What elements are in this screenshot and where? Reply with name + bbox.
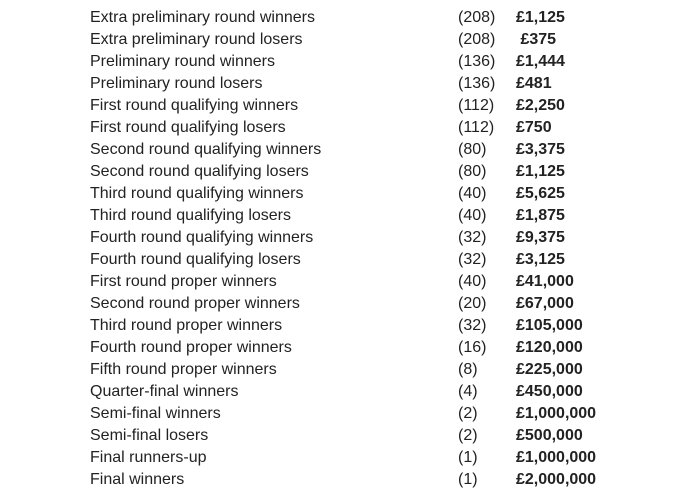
prize-amount: £9,375 <box>516 229 565 246</box>
round-label: Preliminary round winners <box>90 53 275 70</box>
prize-amount: £67,000 <box>516 295 574 312</box>
round-label: Fourth round proper winners <box>90 339 292 356</box>
team-count: (136) <box>458 53 496 70</box>
round-label: First round qualifying winners <box>90 97 299 114</box>
team-count: (2) <box>458 427 478 444</box>
team-count: (40) <box>458 185 487 202</box>
team-count: (16) <box>458 339 487 356</box>
prize-amount: £1,125 <box>516 163 565 180</box>
team-count: (80) <box>458 141 487 158</box>
round-label: Semi-final losers <box>90 427 209 444</box>
team-count: (32) <box>458 317 487 334</box>
prize-amount: £3,125 <box>516 251 565 268</box>
table-body <box>90 7 678 491</box>
prize-amount: £481 <box>516 75 552 92</box>
table-row <box>90 95 678 117</box>
prize-amount: £105,000 <box>516 317 583 334</box>
round-label: Semi-final winners <box>90 405 221 422</box>
table-row <box>90 293 678 315</box>
round-label: First round proper winners <box>90 273 277 290</box>
prize-amount: £225,000 <box>516 361 583 378</box>
prize-amount: £3,375 <box>516 141 565 158</box>
table-row <box>90 7 678 29</box>
table-row <box>90 117 678 139</box>
round-label: First round qualifying losers <box>90 119 286 136</box>
table-row <box>90 359 678 381</box>
round-label: Final winners <box>90 471 185 488</box>
round-label: Final runners-up <box>90 449 207 466</box>
team-count: (4) <box>458 383 478 400</box>
team-count: (32) <box>458 251 487 268</box>
table-row <box>90 161 678 183</box>
prize-amount: £750 <box>516 119 552 136</box>
prize-amount: £1,444 <box>516 53 565 70</box>
table-row <box>90 183 678 205</box>
team-count: (1) <box>458 449 478 466</box>
team-count: (136) <box>458 75 496 92</box>
team-count: (112) <box>458 119 495 136</box>
prize-amount: £2,000,000 <box>516 471 597 488</box>
team-count: (80) <box>458 163 487 180</box>
round-label: Quarter-final winners <box>90 383 239 400</box>
team-count: (40) <box>458 273 487 290</box>
table-row <box>90 205 678 227</box>
table-row <box>90 227 678 249</box>
prize-amount: £5,625 <box>516 185 565 202</box>
team-count: (1) <box>458 471 478 488</box>
team-count: (112) <box>458 97 495 114</box>
round-label: Fourth round qualifying winners <box>90 229 314 246</box>
round-label: Extra preliminary round losers <box>90 31 303 48</box>
prize-amount: £120,000 <box>516 339 583 356</box>
table-row <box>90 51 678 73</box>
prize-amount: £375 <box>516 31 557 48</box>
team-count: (32) <box>458 229 487 246</box>
prize-amount: £450,000 <box>516 383 583 400</box>
round-label: Fourth round qualifying losers <box>90 251 301 268</box>
team-count: (40) <box>458 207 487 224</box>
round-label: Third round qualifying losers <box>90 207 291 224</box>
team-count: (208) <box>458 31 496 48</box>
table-row <box>90 381 678 403</box>
team-count: (20) <box>458 295 487 312</box>
round-label: Third round proper winners <box>90 317 283 334</box>
table-row <box>90 29 678 51</box>
table-row <box>90 73 678 95</box>
round-label: Preliminary round losers <box>90 75 263 92</box>
prize-amount: £2,250 <box>516 97 565 114</box>
team-count: (208) <box>458 9 496 26</box>
prize-amount: £1,875 <box>516 207 565 224</box>
round-label: Second round qualifying winners <box>90 141 322 158</box>
round-label: Fifth round proper winners <box>90 361 277 378</box>
prize-amount: £1,125 <box>516 9 565 26</box>
round-label: Second round qualifying losers <box>90 163 309 180</box>
table-row <box>90 337 678 359</box>
prize-amount: £41,000 <box>516 273 574 290</box>
table-row <box>90 425 678 447</box>
table-row <box>90 315 678 337</box>
round-label: Second round proper winners <box>90 295 300 312</box>
round-label: Third round qualifying winners <box>90 185 304 202</box>
round-label: Extra preliminary round winners <box>90 9 315 26</box>
team-count: (8) <box>458 361 478 378</box>
table-row <box>90 249 678 271</box>
table-row <box>90 271 678 293</box>
table-row <box>90 403 678 425</box>
table-row <box>90 139 678 161</box>
team-count: (2) <box>458 405 478 422</box>
prize-amount: £1,000,000 <box>516 449 597 466</box>
prize-amount: £500,000 <box>516 427 583 444</box>
prize-amount: £1,000,000 <box>516 405 597 422</box>
table-row <box>90 469 678 491</box>
table-row <box>90 447 678 469</box>
